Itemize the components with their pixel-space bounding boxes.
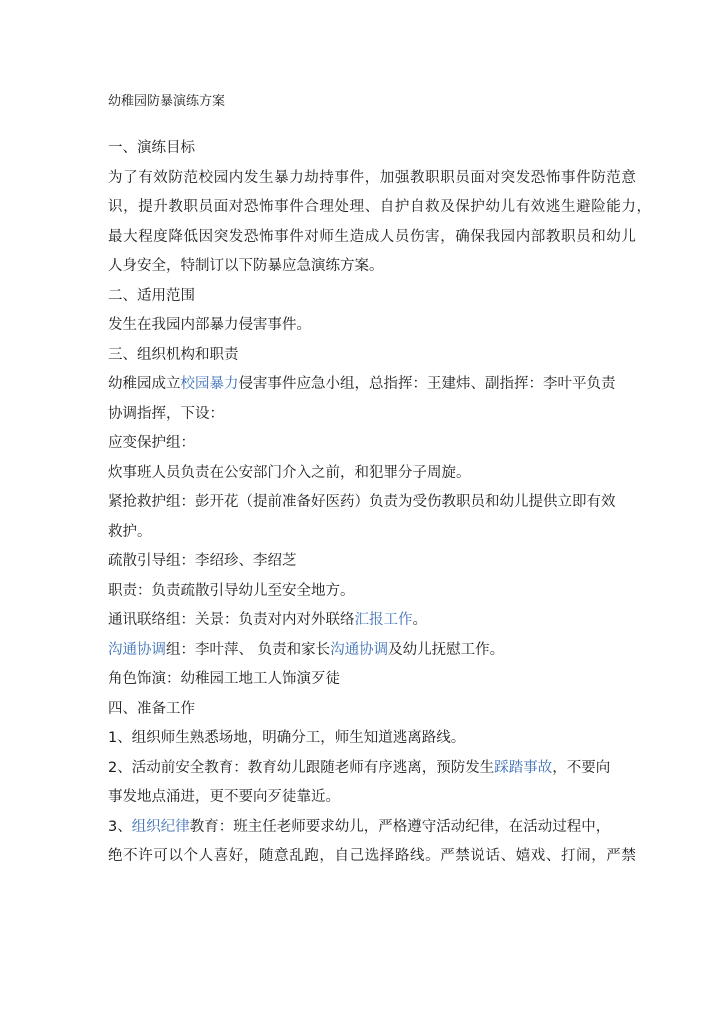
link-communication[interactable]: 沟通协调 xyxy=(330,641,389,658)
paragraph-line xyxy=(108,606,614,636)
paragraph-line: 角色饰演：幼稚园工地工人饰演歹徒 xyxy=(108,671,340,687)
paragraph-line: 职责：负责疏散引导幼儿至安全地方。 xyxy=(108,582,355,599)
text-span: 2、活动前安全教育：教育幼儿跟随老师有序逃离，预防发生 xyxy=(108,759,495,776)
paragraph-line: 应变保护组： xyxy=(108,435,195,451)
text-span: 通讯联络组：关景：负责对内对外联络 xyxy=(108,612,355,628)
paragraph-line: 最大程度降低因突发恐怖事件对师生造成人员伤害，确保我园内部教职员和幼儿 xyxy=(108,228,637,245)
paragraph-line: 绝不许可以个人喜好，随意乱跑，自己选择路线。严禁说话、嬉戏、打闹，严禁 xyxy=(108,848,637,864)
text-span: 及幼儿抚慰工作。 xyxy=(388,641,505,658)
text-span: 幼稚园成立 xyxy=(108,376,181,392)
section-heading-objectives: 一、演练目标 xyxy=(108,140,195,156)
text-span: 教育：班主任老师要求幼儿，严格遵守活动纪律，在活动过程中， xyxy=(189,818,611,835)
paragraph-line xyxy=(108,636,614,666)
paragraph-line: 协调指挥，下设： xyxy=(108,405,224,422)
document-body xyxy=(108,134,652,872)
text-span: 。 xyxy=(412,612,427,628)
list-item xyxy=(108,813,614,843)
paragraph-line: 事发地点涌进，更不要向歹徒靠近。 xyxy=(108,789,340,805)
text-span: 组：李叶萍、 负责和家长 xyxy=(166,641,331,658)
section-heading-preparation: 四、准备工作 xyxy=(108,700,195,717)
link-report-work[interactable]: 汇报工作 xyxy=(354,612,413,628)
section-heading-scope: 二、适用范围 xyxy=(108,287,195,304)
list-item xyxy=(108,754,614,784)
paragraph-line: 发生在我园内部暴力侵害事件。 xyxy=(108,317,311,333)
section-heading-organization: 三、组织机构和职责 xyxy=(108,346,239,363)
link-stampede-accident[interactable]: 踩踏事故 xyxy=(494,759,553,776)
paragraph-line: 人身安全，特制订以下防暴应急演练方案。 xyxy=(108,258,384,274)
text-span: 侵害事件应急小组，总指挥：王建炜、副指挥：李叶平负责 xyxy=(238,376,616,392)
link-campus-violence[interactable]: 校园暴力 xyxy=(180,376,239,392)
paragraph-line xyxy=(108,370,614,400)
paragraph-line: 为了有效防范校园内发生暴力劫持事件，加强教职职员面对突发恐怖事件防范意 xyxy=(108,169,637,186)
paragraph-line: 识，提升教职员面对恐怖事件合理处理、自护自救及保护幼儿有效逃生避险能力， xyxy=(108,199,652,215)
paragraph-line: 疏散引导组：李绍珍、李绍芝 xyxy=(108,553,297,569)
paragraph-line: 紧抢救护组：彭开花（提前准备好医药）负责为受伤教职员和幼儿提供立即有效 xyxy=(108,494,616,510)
list-item: 1、组织师生熟悉场地，明确分工，师生知道逃离路线。 xyxy=(108,730,466,746)
link-communication[interactable]: 沟通协调 xyxy=(108,641,166,658)
paragraph-line: 救护。 xyxy=(108,523,152,540)
text-span: 3、 xyxy=(108,818,132,835)
document-title: 幼稚园防暴演练方案 xyxy=(108,94,226,109)
text-span: ，不要向 xyxy=(552,759,611,776)
link-discipline[interactable]: 组织纪律 xyxy=(131,818,190,835)
paragraph-line: 炊事班人员负责在公安部门介入之前，和犯罪分子周旋。 xyxy=(108,464,471,481)
